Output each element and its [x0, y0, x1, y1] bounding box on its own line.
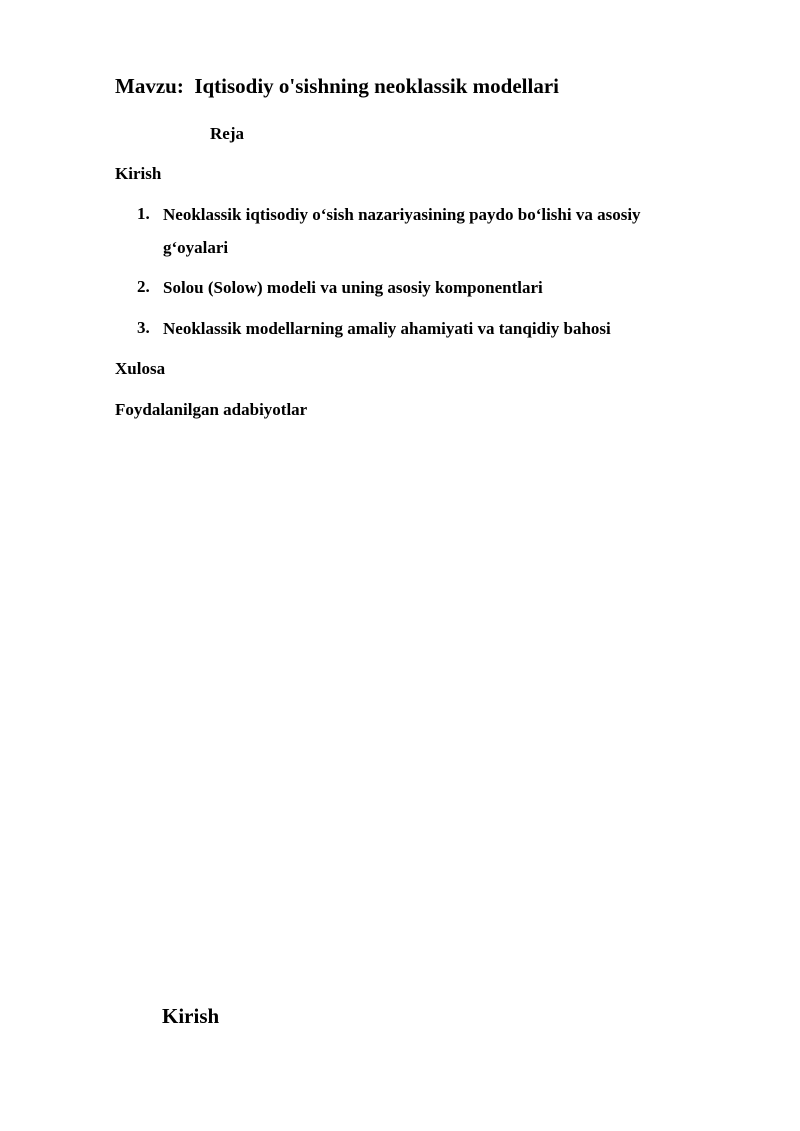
plan-item-text: Solou (Solow) modeli va uning asosiy komponentlari: [163, 278, 543, 297]
plan-references-entry: Foydalanilgan adabiyotlar: [115, 400, 308, 419]
plan-item-text: Neoklassik modellarning amaliy ahamiyati va tanqidiy bahosi: [163, 319, 611, 338]
plan-item-number: 3.: [137, 318, 150, 337]
plan-heading: Reja: [210, 124, 244, 143]
plan-item-text-line: g‘oyalari: [163, 238, 229, 257]
document-title: Mavzu: Iqtisodiy o'sishning neoklassik modellari: [115, 74, 560, 98]
plan-item-number: 2.: [137, 277, 150, 296]
plan-item-text: [163, 198, 641, 264]
intro-section-heading: Kirish: [162, 1004, 220, 1028]
plan-intro-entry: Kirish: [115, 164, 162, 183]
plan-item-text-line: Neoklassik iqtisodiy o‘sish nazariyasining paydo bo‘lishi va asosiy: [163, 205, 641, 224]
plan-conclusion-entry: Xulosa: [115, 359, 166, 378]
plan-item-number: 1.: [137, 204, 150, 223]
